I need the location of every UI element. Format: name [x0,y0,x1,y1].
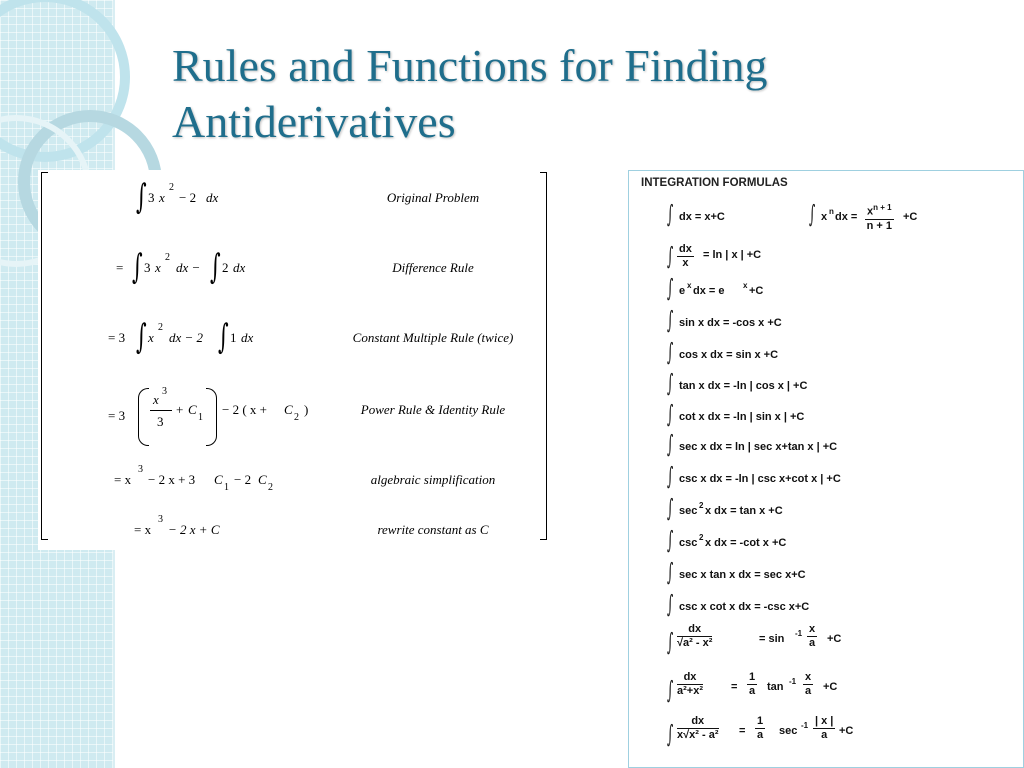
variable: x [159,190,165,205]
constant: C [284,402,293,417]
exponent: 2 [165,252,170,263]
formula-text: +C [823,681,838,693]
integral-sign: ∫ [667,274,674,302]
step-label: rewrite constant as C [377,522,489,537]
fraction [865,201,894,233]
integral-sign: ∫ [667,400,674,428]
subscript: 2 [294,412,299,423]
constant: C [188,402,197,417]
step-label: Difference Rule [392,260,474,275]
fraction-numerator: x [153,392,159,407]
integral-sign: ∫ [667,494,674,522]
numerator: x [809,623,816,635]
integral-sign: ∫ [667,369,674,397]
coefficient: 3 [148,190,155,205]
formula-text: = [731,681,738,693]
term: − 2 ( x + [222,402,267,417]
formula-text: +C [839,725,854,737]
fraction [755,715,765,742]
math-expression [38,248,338,288]
exponent: -1 [801,721,809,730]
integral-sign: ∫ [210,247,221,287]
subscript: 2 [268,482,273,493]
formula-text: tan [767,681,784,693]
math-expression [38,386,338,436]
formulas-title: INTEGRATION FORMULAS [641,177,788,189]
derivation-row [38,386,550,436]
integral-sign: ∫ [667,242,674,270]
integral-sign: ∫ [136,177,147,217]
formula-text: cot x dx = -ln | sin x | +C [679,411,805,423]
subscript: 1 [198,412,203,423]
term: − 2 [234,472,252,487]
integral-sign: ∫ [136,317,147,357]
differential: dx [206,190,219,205]
derivation-panel [38,170,550,550]
integral-sign: ∫ [667,306,674,334]
numerator: | x | [815,715,834,727]
denominator: √a² - x² [677,637,713,649]
formula-text: sec x tan x dx = sec x+C [679,569,806,581]
numerator: dx [677,671,703,685]
fraction [677,671,703,698]
integral-sign: ∫ [667,338,674,366]
denominator: a [805,685,812,697]
formula-text: = sin [759,633,785,645]
formula-text: +C [903,211,918,223]
integration-formulas-box [628,170,1024,768]
derivation-row [38,178,550,218]
math-expression [38,510,338,550]
integral-sign: ∫ [132,247,143,287]
term: − 2 [179,190,197,205]
formula-text: x [821,211,828,223]
exponent: 2 [169,182,174,193]
denominator: a [821,729,828,741]
denominator: a²+x² [677,685,703,697]
constant: C [258,472,267,487]
term: dx − 2 [169,330,204,345]
formula-text: dx = x+C [679,211,725,223]
math-expression [38,178,338,218]
numerator: dx [677,623,712,637]
fraction [677,243,694,270]
numerator: x [805,671,812,683]
derivation-row [38,318,550,358]
integral-sign: ∫ [667,200,674,228]
formula-text: sec [679,505,698,517]
exponent: 2 [699,533,704,542]
equals-coefficient: = 3 [108,330,126,345]
formula-text: x dx = -cot x +C [705,537,787,549]
denominator: x [682,257,689,269]
coefficient: 3 [144,260,151,275]
denominator: n + 1 [866,219,892,232]
slide-title: Rules and Functions for Finding Antiderivatives [172,40,768,147]
equals-coefficient: = 3 [108,408,126,423]
numerator: 1 [749,671,756,683]
integral-sign: ∫ [667,526,674,554]
variable: x [148,330,154,345]
close-paren: ) [304,402,309,417]
fraction [813,715,835,742]
differential: dx [233,260,246,275]
numerator: x [867,205,874,218]
fraction [677,715,719,742]
exponent: 3 [158,514,163,525]
formula-text: e [679,285,686,297]
constant-one: 1 [230,330,237,345]
formula-text: sec x dx = ln | sec x+tan x | +C [679,441,838,453]
numerator: dx [677,715,719,729]
derivation-row [38,248,550,288]
integral-sign: ∫ [667,430,674,458]
formula-text: = [739,725,746,737]
math-expression [38,460,338,500]
constant: C [214,472,223,487]
fraction-denominator: 3 [157,414,164,429]
exponent: x [743,281,748,290]
formula-text: dx = [835,211,858,223]
integral-sign: ∫ [667,558,674,586]
exponent: x [687,281,692,290]
exponent: 2 [158,322,163,333]
fraction [747,671,757,698]
derivation-row [38,460,550,500]
formula-text: csc [679,537,698,549]
formula-text: dx = e [693,285,725,297]
step-label: Original Problem [386,190,480,205]
term: − 2 x + 3 [148,472,196,487]
step-label: Constant Multiple Rule (twice) [352,330,514,345]
equals-variable: = x [114,472,132,487]
formula-text: sec [779,725,798,737]
differential: dx [241,330,254,345]
integral-sign: ∫ [667,720,674,748]
formula-text: +C [749,285,764,297]
equals-variable: = x [134,522,152,537]
denominator: a [809,637,816,649]
formula-text: csc x dx = -ln | csc x+cot x | +C [679,473,841,485]
integral-sign: ∫ [218,317,229,357]
integral-sign: ∫ [667,676,674,704]
formula-text: x dx = tan x +C [705,505,783,517]
exponent: 3 [138,464,143,475]
fraction [803,671,813,698]
equals-sign: = [116,260,124,275]
left-paren [138,388,149,446]
formula-text: +C [827,633,842,645]
denominator: a [749,685,756,697]
denominator: x√x² - a² [677,729,719,741]
integral-sign: ∫ [667,590,674,618]
right-paren [206,388,217,446]
exponent: n [829,207,834,216]
exponent: -1 [795,629,803,638]
formula-text: cos x dx = sin x +C [679,349,779,361]
formula-text: csc x cot x dx = -csc x+C [679,601,810,613]
numerator: 1 [757,715,764,727]
subscript: 1 [224,482,229,493]
exponent: 3 [162,386,167,397]
integral-sign: ∫ [667,628,674,656]
denominator: a [757,729,764,741]
formula-text: tan x dx = -ln | cos x | +C [679,380,808,392]
fraction [677,623,712,650]
differential: dx − [176,260,201,275]
plus-sign: + [176,402,184,417]
exponent: -1 [789,677,797,686]
exponent: 2 [699,501,704,510]
step-label: Power Rule & Identity Rule [360,402,506,417]
numerator: dx [679,243,692,255]
term: − 2 x + C [168,522,220,537]
variable: x [155,260,161,275]
integral-sign: ∫ [667,462,674,490]
formula-text: sin x dx = -cos x +C [679,317,782,329]
integral-sign: ∫ [809,200,816,228]
exponent: n + 1 [873,203,892,212]
math-expression [38,318,338,358]
step-label: algebraic simplification [370,472,496,487]
formula-text: = ln | x | +C [703,249,762,261]
coefficient: 2 [222,260,229,275]
derivation-row [38,510,550,550]
fraction-bar [150,410,172,411]
fraction [807,623,817,650]
